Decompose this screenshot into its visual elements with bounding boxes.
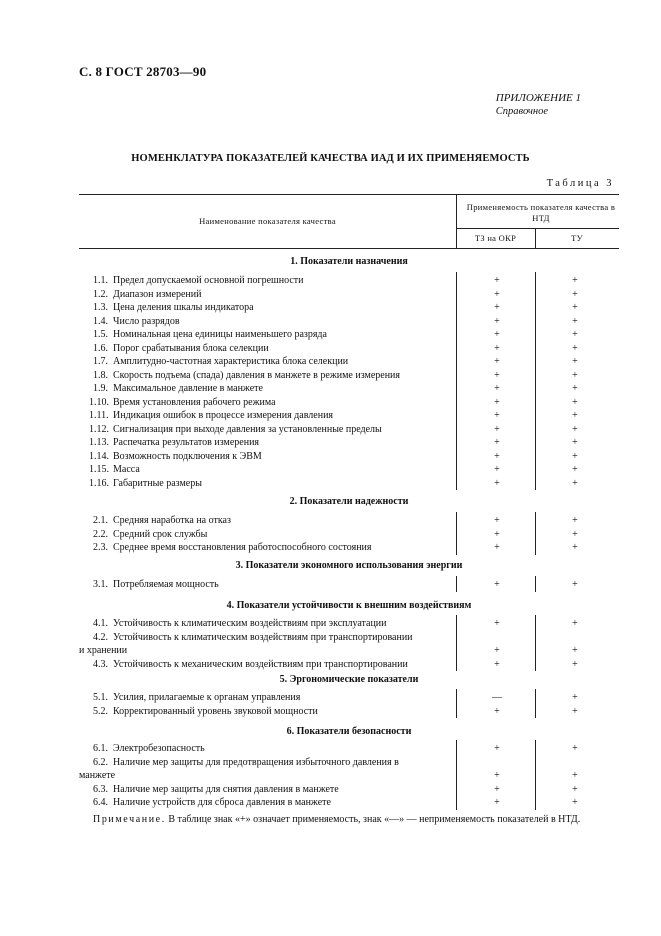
- section-title: 1. Показатели назначения: [290, 256, 408, 267]
- table-row: [0, 658, 661, 671]
- row-number: 1.11.: [89, 410, 109, 421]
- mark-tu: +: [572, 329, 578, 340]
- table-row: [0, 541, 661, 554]
- section-col-divider: [456, 272, 457, 490]
- table-row: [0, 288, 661, 301]
- section-subcol-divider: [535, 272, 536, 490]
- row-number: 2.3.: [93, 542, 108, 553]
- row-text-continuation: и хранении: [79, 645, 128, 656]
- table-row: [0, 742, 661, 755]
- header-sub-rule: [456, 228, 619, 229]
- mark-tz: +: [494, 369, 500, 381]
- mark-tz: +: [494, 410, 500, 421]
- table-row: [0, 369, 661, 382]
- table-row: [0, 409, 661, 422]
- table-row: [0, 355, 661, 368]
- table-row: [0, 783, 661, 796]
- row-number: 3.1.: [93, 579, 108, 590]
- section-col-divider: [456, 740, 457, 810]
- table-row: [0, 328, 661, 341]
- section-title: 4. Показатели устойчивости к внешним воздействиям: [226, 600, 472, 611]
- mark-tz: +: [494, 356, 500, 367]
- mark-tu: +: [572, 692, 578, 703]
- section-col-divider: [456, 576, 457, 592]
- row-text: Наличие устройств для сброса давления в манжете: [113, 797, 331, 808]
- mark-tu: +: [572, 275, 578, 286]
- mark-tu: +: [572, 797, 578, 808]
- mark-tu: +: [572, 315, 578, 327]
- table-row: [0, 382, 661, 395]
- section-subcol-divider: [535, 576, 536, 592]
- table-row: [0, 691, 661, 704]
- row-text-continuation: манжете: [79, 770, 116, 781]
- table-row: [0, 274, 661, 287]
- page-header: С. 8 ГОСТ 28703—90: [79, 64, 207, 79]
- section-col-divider: [456, 689, 457, 718]
- mark-tu: +: [572, 770, 578, 781]
- table-row: [0, 436, 661, 449]
- table-row-continuation: [0, 644, 661, 657]
- row-number: 1.9.: [93, 383, 108, 394]
- mark-tu: +: [572, 450, 578, 462]
- table-row: [0, 301, 661, 314]
- row-text: Потребляемая мощность: [113, 579, 219, 590]
- column-header-tu: ТУ: [571, 233, 583, 243]
- mark-tu: +: [572, 705, 578, 717]
- table-row: [0, 450, 661, 463]
- mark-tu: +: [572, 528, 578, 540]
- column-header-applicability: Применяемость показателя качества в НТД: [466, 202, 616, 223]
- row-text: Устойчивость к механическим воздействиям при транспортировании: [113, 658, 408, 670]
- mark-tz: +: [494, 797, 500, 808]
- row-number: 1.5.: [93, 329, 108, 340]
- mark-tu: +: [572, 342, 578, 354]
- appendix-title: ПРИЛОЖЕНИЕ 1: [495, 92, 581, 104]
- section-subcol-divider: [535, 615, 536, 671]
- mark-tu: +: [572, 783, 578, 795]
- mark-tz: +: [494, 658, 500, 670]
- row-text: Распечатка результатов измерения: [113, 437, 260, 448]
- row-text: Скорость подъема (спада) давления в манжете в режиме измерения: [113, 369, 401, 381]
- row-number: 1.14.: [89, 450, 109, 462]
- mark-tz: +: [494, 477, 500, 489]
- row-number: 1.3.: [93, 302, 108, 313]
- row-text: Номинальная цена единицы наименьшего разряда: [113, 329, 327, 340]
- row-text: Среднее время восстановления работоспособного состояния: [113, 542, 372, 553]
- table-row: [0, 796, 661, 809]
- row-text: Наличие мер защиты для снятия давления в манжете: [113, 783, 339, 795]
- row-number: 6.4.: [93, 797, 108, 808]
- section-subcol-divider: [535, 512, 536, 555]
- table-row: [0, 423, 661, 436]
- row-number: 5.2.: [93, 705, 108, 717]
- mark-tz: +: [494, 743, 500, 754]
- row-number: 1.15.: [89, 464, 109, 475]
- mark-tu: +: [572, 645, 578, 656]
- row-text: Возможность подключения к ЭВМ: [113, 450, 262, 462]
- row-number: 1.6.: [93, 342, 108, 354]
- mark-tu: +: [572, 515, 578, 526]
- column-header-name: Наименование показателя качества: [199, 216, 336, 226]
- row-number: 6.2.: [93, 756, 108, 768]
- mark-tu: +: [572, 542, 578, 553]
- table-row: [0, 631, 661, 644]
- row-number: 2.1.: [93, 515, 108, 526]
- note-text: В таблице знак «+» означает применяемость, знак «—» — неприменяемость показателей в НТД.: [168, 814, 581, 825]
- mark-tz: +: [494, 288, 500, 300]
- mark-tz: +: [494, 542, 500, 553]
- row-number: 2.2.: [93, 528, 108, 540]
- row-text: Масса: [113, 464, 140, 475]
- section-title: 3. Показатели экономного использования энергии: [235, 560, 463, 571]
- document-title: НОМЕНКЛАТУРА ПОКАЗАТЕЛЕЙ КАЧЕСТВА ИАД И ИХ ПРИМЕНЯЕМОСТЬ: [131, 153, 530, 164]
- row-number: 1.2.: [93, 288, 108, 300]
- table-row: [0, 514, 661, 527]
- table-row: [0, 756, 661, 769]
- table-row: [0, 578, 661, 591]
- row-text: Диапазон измерений: [113, 288, 202, 300]
- mark-tz: +: [494, 705, 500, 717]
- row-text: Электробезопасность: [113, 743, 205, 754]
- table-row-continuation: [0, 769, 661, 782]
- row-number: 4.2.: [93, 631, 108, 643]
- column-header-tz: ТЗ на ОКР: [474, 233, 517, 243]
- mark-tu: +: [572, 618, 578, 629]
- table-top-rule: [79, 194, 619, 195]
- row-text: Максимальное давление в манжете: [113, 383, 263, 394]
- row-text: Цена деления шкалы индикатора: [113, 302, 254, 313]
- row-text: Индикация ошибок в процессе измерения давления: [113, 410, 334, 421]
- section-subcol-divider: [535, 689, 536, 718]
- table-row: [0, 617, 661, 630]
- mark-tz: +: [494, 396, 500, 408]
- row-number: 1.7.: [93, 356, 108, 367]
- row-text: Наличие мер защиты для предотвращения избыточного давления в: [113, 756, 399, 768]
- row-text: Корректированный уровень звуковой мощности: [113, 705, 318, 717]
- mark-tz: +: [494, 618, 500, 629]
- appendix-label: [496, 92, 581, 118]
- row-number: 4.1.: [93, 618, 108, 629]
- table-number: Таблица 3: [546, 178, 614, 189]
- row-number: 1.4.: [93, 315, 108, 327]
- mark-tu: +: [572, 464, 578, 475]
- row-text: Средний срок службы: [113, 528, 208, 540]
- table-note: [79, 813, 619, 826]
- row-number: 1.12.: [89, 423, 109, 435]
- section-title: 2. Показатели надежности: [289, 496, 409, 507]
- mark-tz: +: [494, 645, 500, 656]
- mark-tu: +: [572, 477, 578, 489]
- row-text: Сигнализация при выходе давления за установленные пределы: [113, 423, 382, 435]
- mark-tu: +: [572, 369, 578, 381]
- mark-tz: +: [494, 437, 500, 448]
- mark-tu: +: [572, 396, 578, 408]
- note-label: Примечание.: [93, 814, 166, 825]
- mark-tz: +: [494, 450, 500, 462]
- row-number: 1.16.: [89, 477, 109, 489]
- row-text: Устойчивость к климатическим воздействиям при транспортировании: [113, 631, 413, 643]
- mark-tz: +: [494, 464, 500, 475]
- row-text: Порог срабатывания блока селекции: [113, 342, 269, 354]
- mark-tu: +: [572, 383, 578, 394]
- row-number: 1.8.: [93, 369, 108, 381]
- mark-tu: +: [572, 423, 578, 435]
- row-text: Устойчивость к климатическим воздействиям при эксплуатации: [113, 618, 387, 629]
- mark-tz: +: [494, 275, 500, 286]
- mark-tu: +: [572, 410, 578, 421]
- row-number: 6.1.: [93, 743, 108, 754]
- table-row: [0, 396, 661, 409]
- table-row: [0, 528, 661, 541]
- mark-tu: +: [572, 288, 578, 300]
- table-row: [0, 342, 661, 355]
- row-text: Усилия, прилагаемые к органам управления: [113, 692, 301, 703]
- mark-tz: +: [494, 783, 500, 795]
- mark-tz: +: [494, 528, 500, 540]
- section-title: 6. Показатели безопасности: [286, 726, 412, 737]
- mark-tu: +: [572, 302, 578, 313]
- mark-tz: +: [494, 342, 500, 354]
- mark-tz: +: [494, 383, 500, 394]
- section-col-divider: [456, 615, 457, 671]
- appendix-type: Справочное: [495, 106, 549, 117]
- row-text: Амплитудно-частотная характеристика блока селекции: [113, 356, 349, 367]
- mark-tz: +: [494, 423, 500, 435]
- table-row: [0, 463, 661, 476]
- mark-tz: +: [494, 770, 500, 781]
- mark-tz: +: [494, 329, 500, 340]
- row-number: 6.3.: [93, 783, 108, 795]
- mark-tu: +: [572, 437, 578, 448]
- row-text: Предел допускаемой основной погрешности: [113, 275, 304, 286]
- row-number: 1.13.: [89, 437, 109, 448]
- mark-tz: +: [494, 315, 500, 327]
- row-text: Время установления рабочего режима: [113, 396, 276, 408]
- header-bottom-rule: [79, 248, 619, 249]
- row-number: 4.3.: [93, 658, 108, 670]
- row-number: 1.1.: [93, 275, 108, 286]
- table-row: [0, 705, 661, 718]
- section-subcol-divider: [535, 740, 536, 810]
- mark-tz: +: [494, 579, 500, 590]
- row-text: Средняя наработка на отказ: [113, 515, 231, 526]
- mark-tu: +: [572, 658, 578, 670]
- row-text: Габаритные размеры: [113, 477, 202, 489]
- mark-tu: +: [572, 356, 578, 367]
- row-number: 5.1.: [93, 692, 108, 703]
- mark-tz: +: [494, 515, 500, 526]
- section-title: 5. Эргономические показатели: [279, 674, 419, 685]
- mark-tz: —: [492, 692, 502, 703]
- table-row: [0, 315, 661, 328]
- row-number: 1.10.: [89, 396, 109, 408]
- mark-tz: +: [494, 302, 500, 313]
- mark-tu: +: [572, 579, 578, 590]
- row-text: Число разрядов: [113, 315, 180, 327]
- section-col-divider: [456, 512, 457, 555]
- table-row: [0, 477, 661, 490]
- mark-tu: +: [572, 743, 578, 754]
